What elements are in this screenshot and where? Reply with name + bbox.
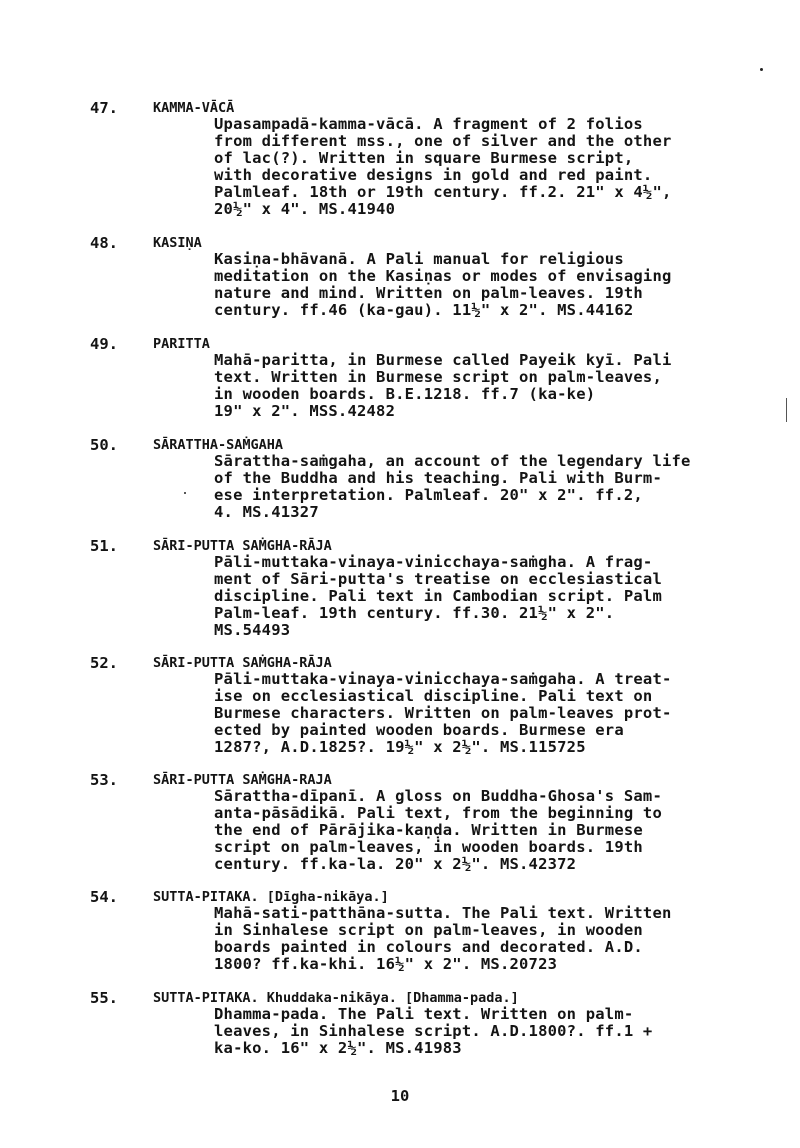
entry-number: 49. xyxy=(90,335,118,353)
description-line: ese interpretation. Palmleaf. 20" x 2". ff.2, xyxy=(214,486,643,504)
entry-description xyxy=(214,554,734,639)
description-line: text. Written in Burmese script on palm-leaves, xyxy=(214,368,662,386)
entry-description xyxy=(214,905,734,973)
entry-description xyxy=(214,453,734,521)
description-line: Sārattha-saṁgaha, an account of the legendary life xyxy=(214,452,691,470)
description-line: Palmleaf. 18th or 19th century. ff.2. 21" x 4½", xyxy=(214,183,672,201)
entry-number: 54. xyxy=(90,888,118,906)
entry-description xyxy=(214,1006,734,1057)
description-line: Mahā-sati-patthāna-sutta. The Pali text. Written xyxy=(214,904,672,922)
description-line: Burmese characters. Written on palm-leaves prot- xyxy=(214,704,672,722)
entry-number: 50. xyxy=(90,436,118,454)
scan-speck xyxy=(760,68,763,71)
entry-heading: PARITTA xyxy=(153,336,210,352)
entry-description xyxy=(214,671,734,756)
description-line: Sārattha-dīpanī. A gloss on Buddha-Ghosa's Sam- xyxy=(214,787,662,805)
description-line: Pāli-muttaka-vinaya-vinicchaya-saṁgha. A frag- xyxy=(214,553,653,571)
entry-heading: KASIṆA xyxy=(153,235,202,251)
description-line: nature and mind. Written on palm-leaves. 19th xyxy=(214,284,643,302)
description-line: century. ff.46 (ka-gau). 11½" x 2". MS.44162 xyxy=(214,301,634,319)
description-line: anta-pāsādikā. Pali text, from the beginning to xyxy=(214,804,662,822)
description-line: 20½" x 4". MS.41940 xyxy=(214,200,396,218)
description-line: meditation on the Kasiṇas or modes of envisaging xyxy=(214,267,672,285)
description-line: from different mss., one of silver and the other xyxy=(214,132,672,150)
description-line: 4. MS.41327 xyxy=(214,503,319,521)
description-line: MS.54493 xyxy=(214,621,291,639)
entry-number: 47. xyxy=(90,99,118,117)
entry-heading: SĀRI-PUTTA SAṀGHA-RĀJA xyxy=(153,655,332,671)
entry-description xyxy=(214,251,734,319)
scan-edge-mark xyxy=(786,398,787,422)
entry-heading: SĀRI-PUTTA SAṀGHA-RĀJA xyxy=(153,538,332,554)
description-line: Upasampadā-kamma-vācā. A fragment of 2 folios xyxy=(214,115,643,133)
description-line: with decorative designs in gold and red paint. xyxy=(214,166,653,184)
entry-description xyxy=(214,788,734,873)
description-line: leaves, in Sinhalese script. A.D.1800?. ff.1 + xyxy=(214,1022,653,1040)
entry-number: 48. xyxy=(90,234,118,252)
description-line: Palm-leaf. 19th century. ff.30. 21½" x 2". xyxy=(214,604,615,622)
description-line: Dhamma-pada. The Pali text. Written on palm- xyxy=(214,1005,634,1023)
description-line: the end of Pārājika-kaṇḍa. Written in Burmese xyxy=(214,821,643,839)
scan-speck xyxy=(184,492,186,494)
description-line: of the Buddha and his teaching. Pali with Burm- xyxy=(214,469,662,487)
page-number: 10 xyxy=(390,1087,410,1105)
description-line: ise on ecclesiastical discipline. Pali text on xyxy=(214,687,653,705)
entry-number: 52. xyxy=(90,654,118,672)
description-line: ka-ko. 16" x 2½". MS.41983 xyxy=(214,1039,462,1057)
entry-number: 51. xyxy=(90,537,118,555)
entry-heading: SĀRI-PUTTA SAṀGHA-RAJA xyxy=(153,772,332,788)
entry-heading: SUTTA-PITAKA. Khuddaka-nikāya. [Dhamma-pada.] xyxy=(153,990,519,1006)
description-line: in wooden boards. B.E.1218. ff.7 (ka-ke) xyxy=(214,385,596,403)
description-line: script on palm-leaves, in wooden boards. 19th xyxy=(214,838,643,856)
entry-heading: SUTTA-PITAKA. [Dīgha-nikāya.] xyxy=(153,889,389,905)
description-line: discipline. Pali text in Cambodian script. Palm xyxy=(214,587,662,605)
description-line: century. ff.ka-la. 20" x 2½". MS.42372 xyxy=(214,855,577,873)
entry-number: 55. xyxy=(90,989,118,1007)
description-line: ment of Sāri-putta's treatise on ecclesiastical xyxy=(214,570,662,588)
description-line: of lac(?). Written in square Burmese script, xyxy=(214,149,634,167)
entry-description xyxy=(214,352,734,420)
description-line: Mahā-paritta, in Burmese called Payeik kyī. Pali xyxy=(214,351,672,369)
description-line: 1800? ff.ka-khi. 16½" x 2". MS.20723 xyxy=(214,955,558,973)
description-line: 19" x 2". MSS.42482 xyxy=(214,402,396,420)
description-line: in Sinhalese script on palm-leaves, in wooden xyxy=(214,921,643,939)
description-line: ected by painted wooden boards. Burmese era xyxy=(214,721,624,739)
description-line: Pāli-muttaka-vinaya-vinicchaya-saṁgaha. A treat- xyxy=(214,670,672,688)
description-line: boards painted in colours and decorated. A.D. xyxy=(214,938,643,956)
description-line: Kasiṇa-bhāvanā. A Pali manual for religious xyxy=(214,250,624,268)
description-line: 1287?, A.D.1825?. 19½" x 2½". MS.115725 xyxy=(214,738,586,756)
entry-description xyxy=(214,116,734,218)
entry-number: 53. xyxy=(90,771,118,789)
entry-heading: KAMMA-VĀCĀ xyxy=(153,100,235,116)
entry-heading: SĀRATTHA-SAṀGAHA xyxy=(153,437,284,453)
